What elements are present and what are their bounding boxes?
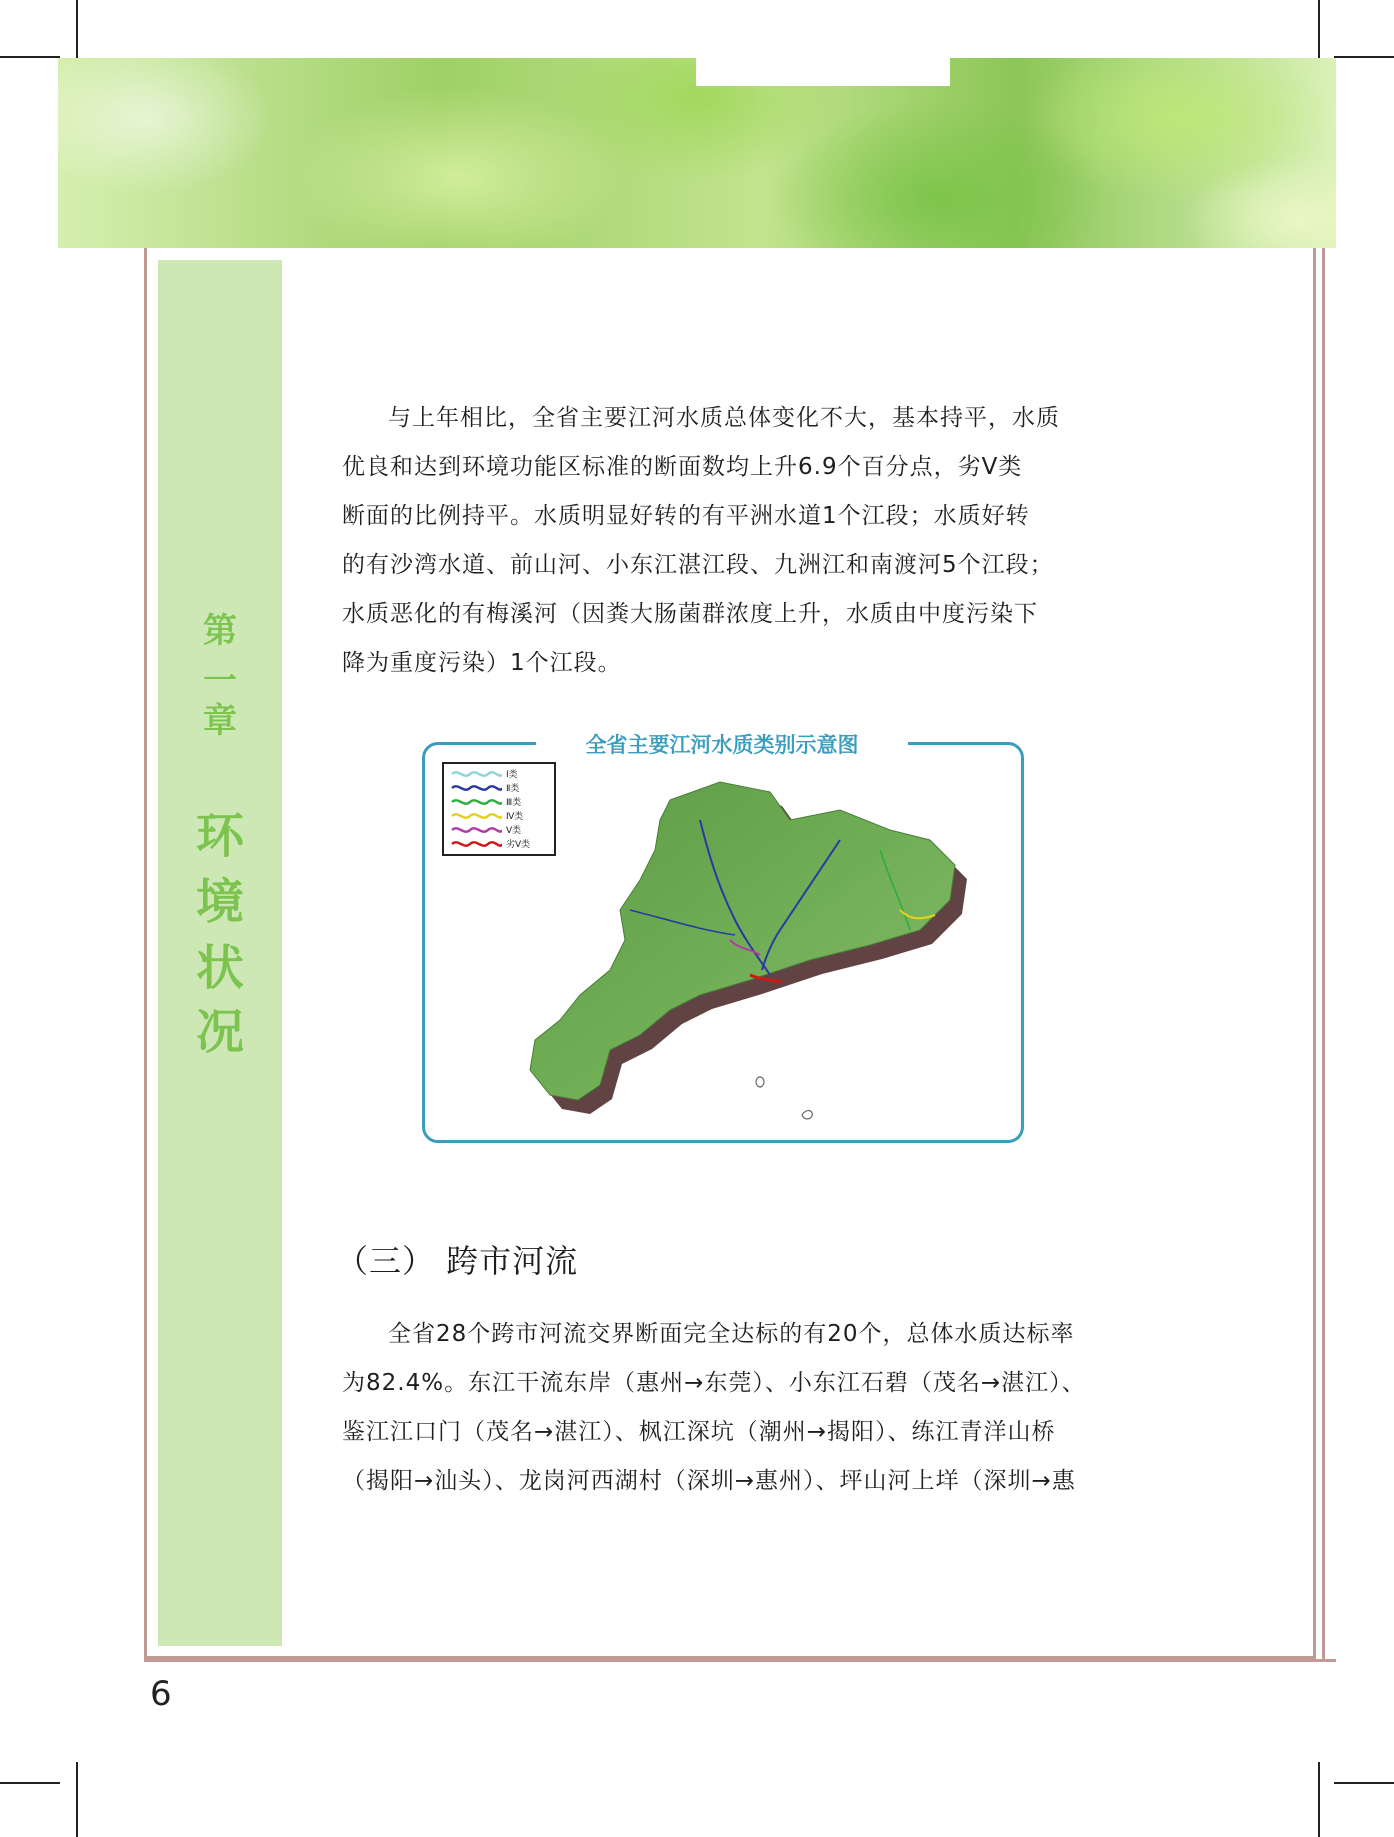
text-line: 与上年相比，全省主要江河水质总体变化不大，基本持平，水质 — [388, 405, 1060, 431]
chapter-number-char: 章 — [203, 701, 237, 741]
text-line: 降为重度污染）1个江段。 — [342, 650, 622, 676]
chapter-title-char: 环 — [195, 808, 244, 864]
legend-item — [450, 796, 550, 808]
legend-item — [450, 824, 550, 836]
legend-label: Ⅲ类 — [506, 798, 522, 808]
text-line: 鉴江江口门（茂名→湛江）、枫江深坑（潮州→揭阳）、练江青洋山桥 — [342, 1419, 1056, 1445]
paragraph — [342, 394, 1088, 688]
crop-mark — [0, 1782, 60, 1784]
map-figure-title: 全省主要江河水质类别示意图 — [536, 728, 908, 762]
legend-item — [450, 810, 550, 822]
legend-label: Ⅴ类 — [506, 826, 522, 836]
text-line: （揭阳→汕头）、龙岗河西湖村（深圳→惠州）、坪山河上垟（深圳→惠 — [342, 1468, 1076, 1494]
legend-item — [450, 838, 550, 850]
page-frame-line — [144, 1659, 1336, 1662]
island — [802, 1111, 812, 1119]
text-line: 优良和达到环境功能区标准的断面数均上升6.9个百分点，劣Ⅴ类 — [342, 454, 1023, 480]
legend-label: 劣Ⅴ类 — [506, 840, 531, 850]
legend-label: Ⅳ类 — [506, 812, 524, 822]
chapter-title-char: 况 — [195, 1004, 244, 1060]
crop-mark — [76, 1762, 78, 1837]
chapter-title-char: 境 — [195, 874, 244, 930]
crop-mark — [1334, 56, 1394, 58]
text-line: 为82.4%。东江干流东岸（惠州→东莞）、小东江石碧（茂名→湛江）、 — [342, 1370, 1086, 1396]
legend-label: Ⅱ类 — [506, 784, 520, 794]
legend-item — [450, 768, 550, 780]
paragraph — [342, 1310, 1088, 1506]
page-frame-line — [1322, 248, 1325, 1659]
section-heading: （三） 跨市河流 — [336, 1242, 579, 1280]
text-line: 断面的比例持平。水质明显好转的有平洲水道1个江段；水质好转 — [342, 503, 1030, 529]
banner-tab — [696, 58, 950, 86]
text-line: 水质恶化的有梅溪河（因粪大肠菌群浓度上升，水质由中度污染下 — [342, 601, 1038, 627]
page-number: 6 — [150, 1674, 172, 1714]
map-legend — [442, 762, 556, 856]
crop-mark — [0, 56, 60, 58]
chapter-number-char: 一 — [203, 661, 237, 701]
island — [756, 1077, 764, 1087]
chapter-title-char: 状 — [195, 940, 244, 996]
chapter-number-char: 第 — [203, 611, 237, 651]
legend-item — [450, 782, 550, 794]
crop-mark — [1318, 1762, 1320, 1837]
text-line: 的有沙湾水道、前山河、小东江湛江段、九洲江和南渡河5个江段； — [342, 552, 1054, 578]
crop-mark — [1334, 1782, 1394, 1784]
text-line: 全省28个跨市河流交界断面完全达标的有20个，总体水质达标率 — [388, 1321, 1075, 1347]
leaf-banner — [58, 58, 1336, 248]
legend-label: Ⅰ类 — [506, 770, 518, 780]
